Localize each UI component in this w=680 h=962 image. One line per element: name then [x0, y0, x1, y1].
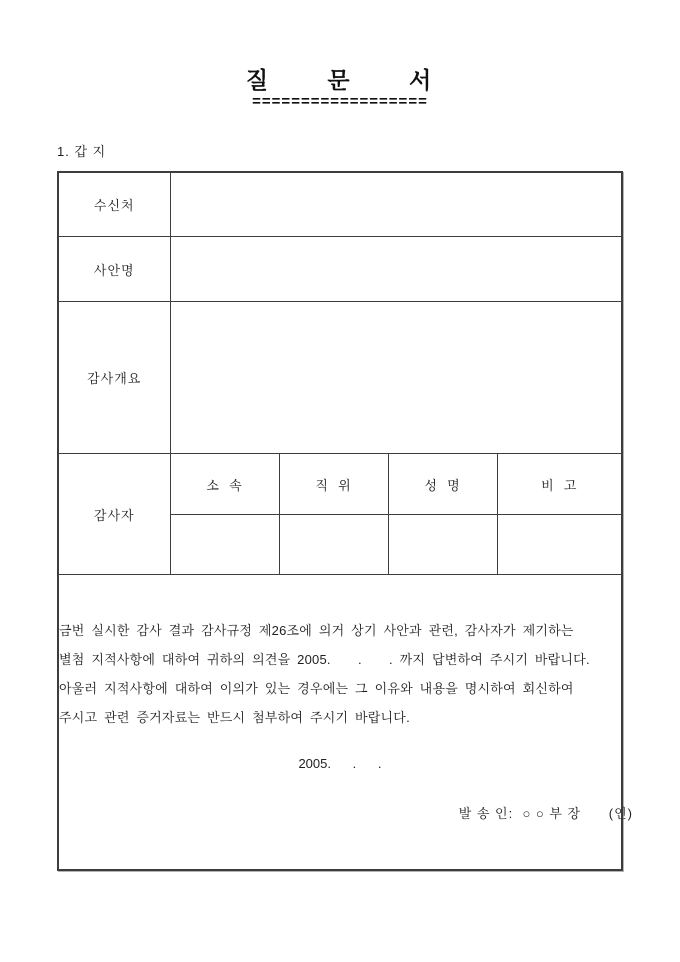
table-row — [58, 237, 622, 302]
title-underline: ================== — [252, 93, 428, 110]
row-value-case-name — [170, 237, 622, 302]
form-table — [57, 171, 633, 871]
row-value-audit-overview — [170, 302, 622, 454]
row-label-recipient: 수신처 — [58, 172, 170, 237]
table-row — [58, 302, 622, 454]
notice-line: 별첨 지적사항에 대하여 귀하의 의견을 2005. . . 까지 답변하여 주시기 바랍니다. — [59, 652, 590, 667]
section-label: 1. 갑 지 — [57, 144, 107, 159]
row-value-recipient — [170, 172, 622, 237]
notice-line: 주시고 관련 증거자료는 반드시 첨부하여 주시기 바랍니다. — [59, 710, 410, 725]
row-label-audit-overview: 감사개요 — [58, 302, 170, 454]
notice-cell — [58, 575, 633, 871]
notice-paragraph — [59, 616, 621, 732]
auditor-col-remarks: 비 고 — [497, 454, 622, 515]
row-label-case-name: 사안명 — [58, 237, 170, 302]
auditor-col-name: 성 명 — [388, 454, 497, 515]
date-line: 2005. . . — [298, 756, 382, 771]
table-row — [58, 575, 622, 871]
auditor-value-name — [388, 515, 497, 575]
page-title: 질 문 서 — [245, 67, 435, 93]
auditor-value-affiliation — [170, 515, 279, 575]
auditor-col-position: 직 위 — [279, 454, 388, 515]
sender-line: 발 송 인: ○ ○ 부 장 (인) — [458, 806, 633, 821]
auditor-value-position — [279, 515, 388, 575]
notice-line: 아울러 지적사항에 대하여 이의가 있는 경우에는 그 이유와 내용을 명시하여 회신하여 — [59, 681, 574, 696]
auditor-col-affiliation: 소 속 — [170, 454, 279, 515]
title-block — [0, 66, 680, 109]
table-row — [58, 172, 622, 237]
notice-line: 금번 실시한 감사 결과 감사규정 제26조에 의거 상기 사안과 관련, 감사자가 제기하는 — [59, 623, 574, 638]
auditor-value-remarks — [497, 515, 622, 575]
row-label-auditor: 감사자 — [58, 454, 170, 575]
table-row — [58, 454, 622, 515]
